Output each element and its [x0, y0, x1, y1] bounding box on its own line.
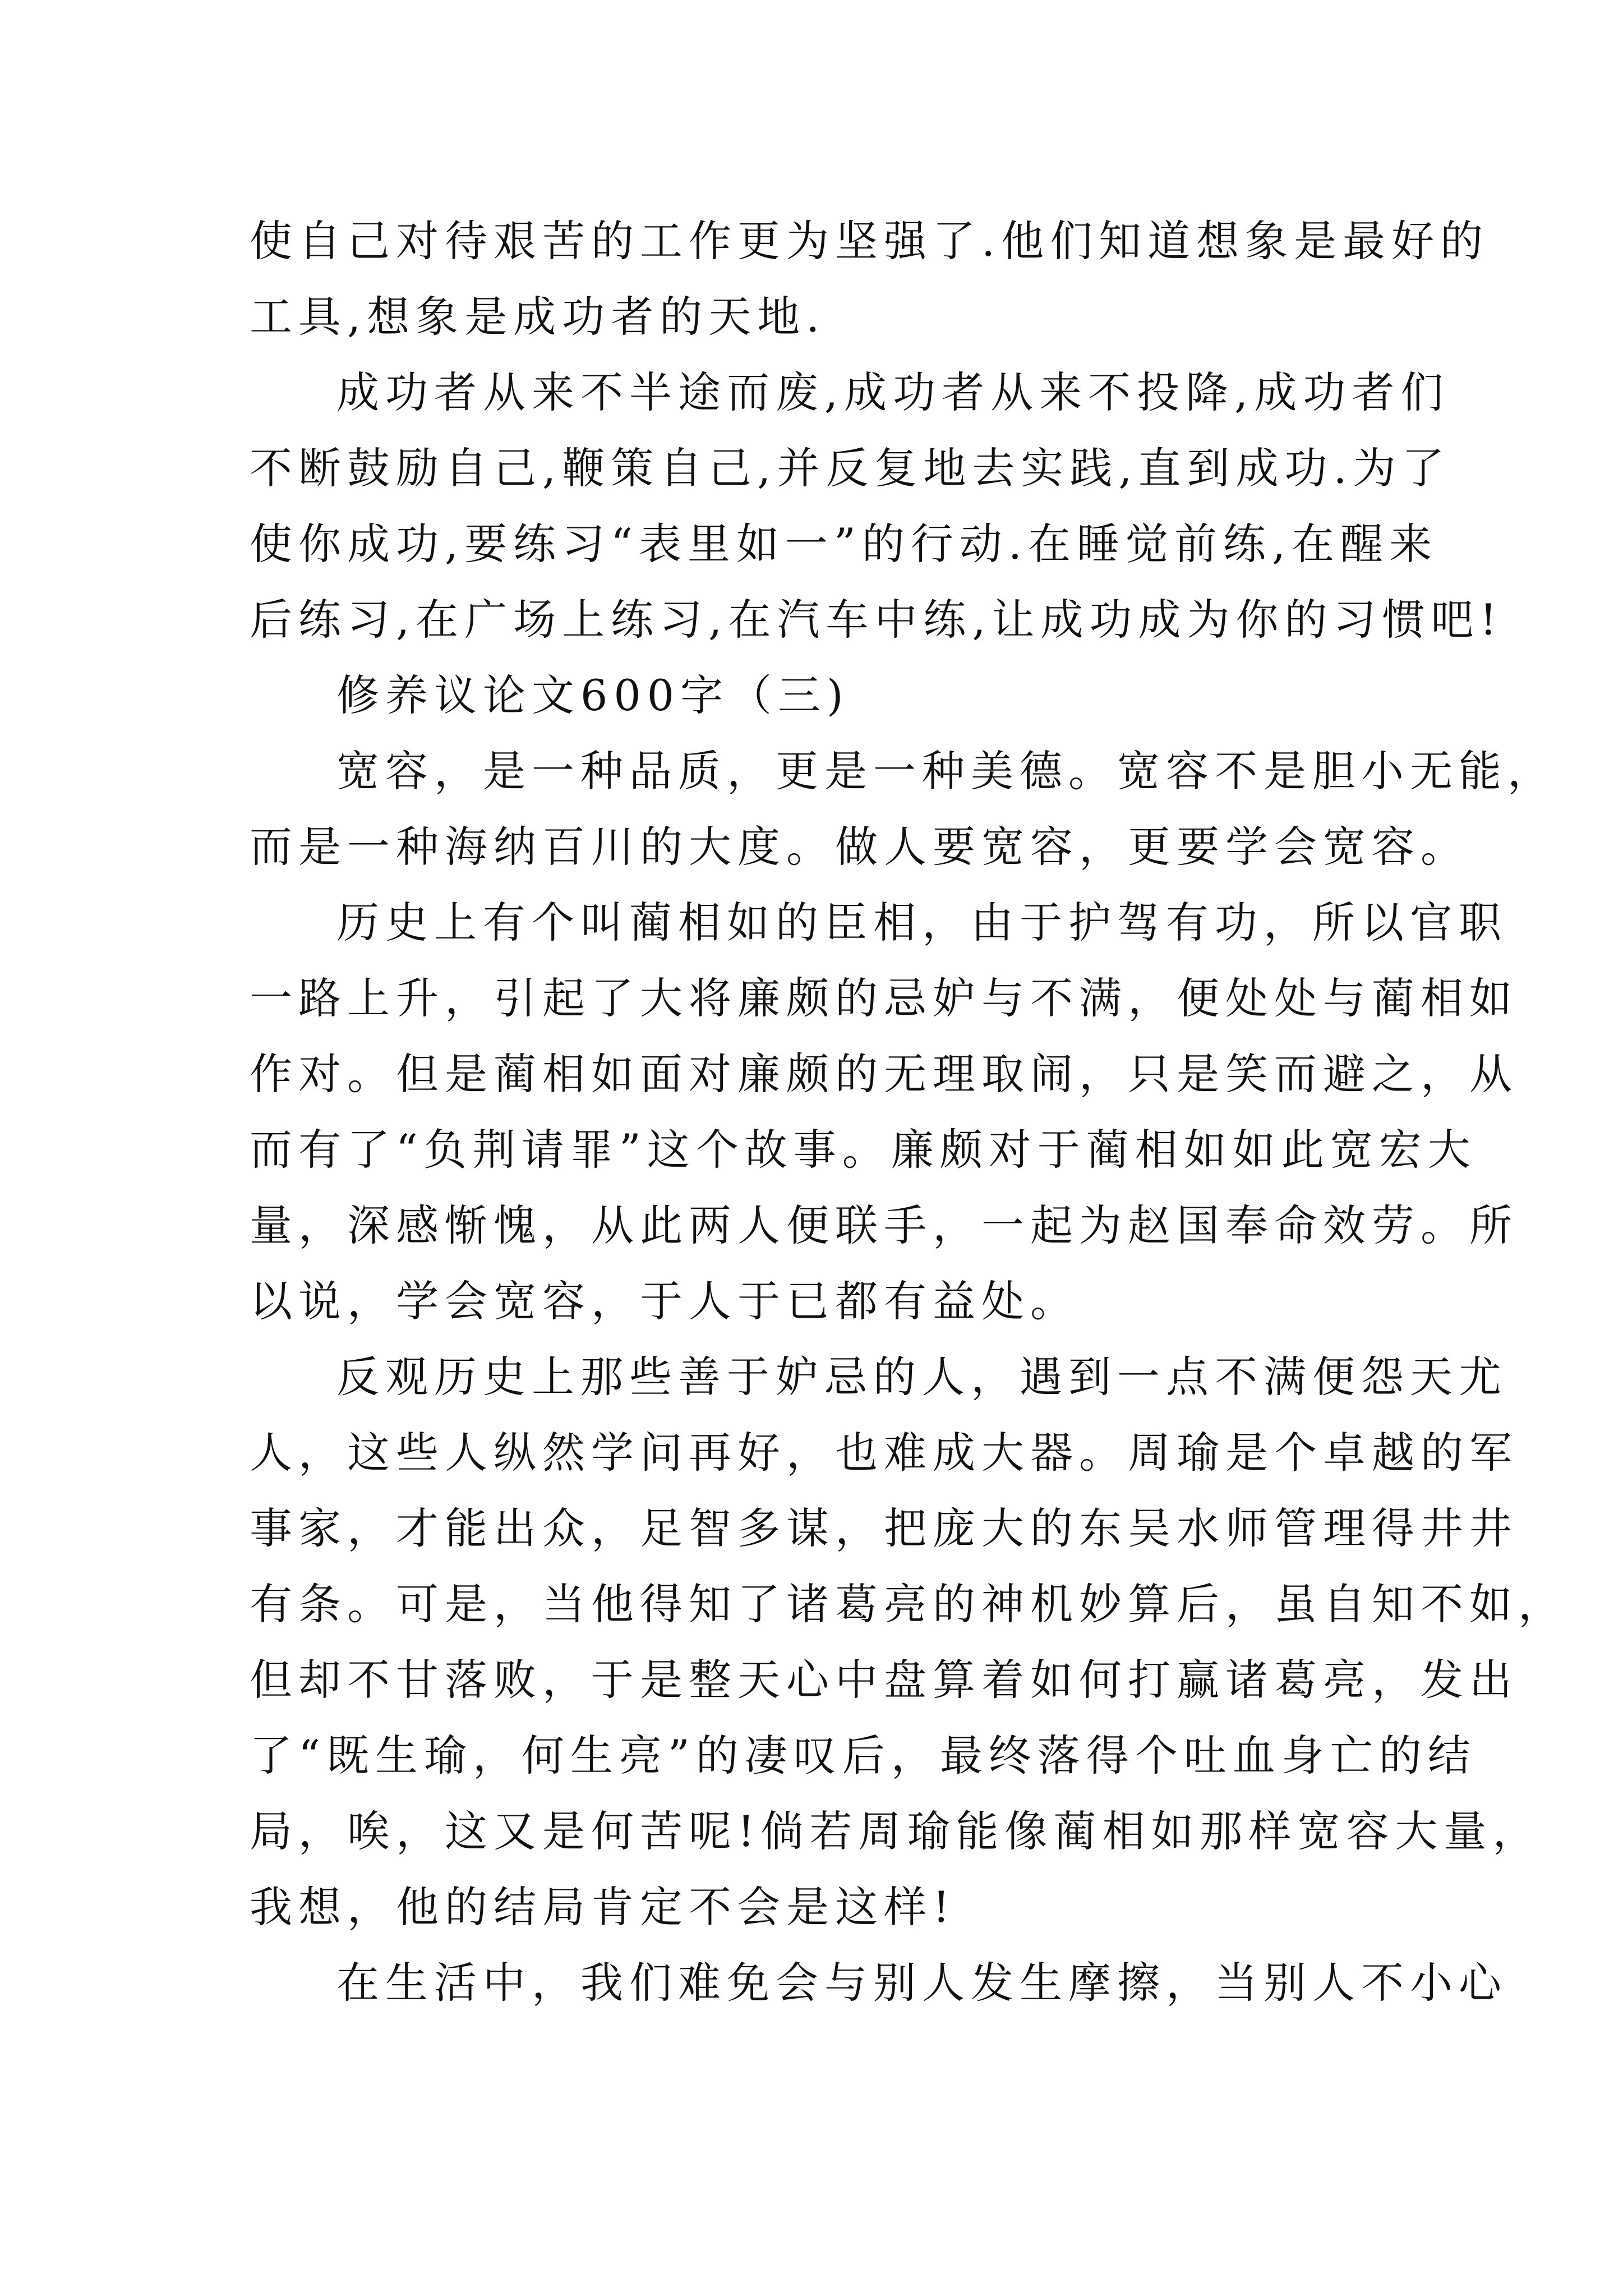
text-line: 而是一种海纳百川的大度。做人要宽容，更要学会宽容。: [250, 822, 1469, 872]
text-line: 而有了“负荆请罪”这个故事。廉颇对于蔺相如如此宽宏大: [250, 1125, 1477, 1175]
text-line: 工具,想象是成功者的天地.: [250, 292, 826, 342]
text-line: 不断鼓励自己,鞭策自己,并反复地去实践,直到成功.为了: [250, 443, 1451, 493]
text-line: 作对。但是蔺相如面对廉颇的无理取闹，只是笑而避之，从: [250, 1049, 1518, 1099]
text-line: 量，深感惭愧，从此两人便联手，一起为赵国奉命效劳。所: [250, 1200, 1518, 1250]
text-line: 一路上升，引起了大将廉颇的忌妒与不满，便处处与蔺相如: [250, 973, 1518, 1023]
section-heading: 修养议论文600字（三): [336, 670, 850, 720]
text-line: 宽容，是一种品质，更是一种美德。宽容不是胆小无能，: [336, 746, 1556, 796]
text-line: 在生活中，我们难免会与别人发生摩擦，当别人不小心: [336, 1958, 1507, 2008]
text-line: 有条。可是，当他得知了诸葛亮的神机妙算后，虽自知不如，: [250, 1579, 1567, 1629]
text-line: 事家，才能出众，足智多谋，把庞大的东吴水师管理得井井: [250, 1503, 1518, 1553]
text-line: 人，这些人纵然学问再好，也难成大器。周瑜是个卓越的军: [250, 1428, 1518, 1478]
text-line: 以说，学会宽容，于人于已都有益处。: [250, 1276, 1079, 1326]
text-line: 了“既生瑜，何生亮”的凄叹后，最终落得个吐血身亡的结: [250, 1731, 1477, 1780]
text-line: 反观历史上那些善于妒忌的人，遇到一点不满便怨天尤: [336, 1352, 1507, 1402]
text-line: 成功者从来不半途而废,成功者从来不投降,成功者们: [336, 367, 1450, 417]
text-line: 后练习,在广场上练习,在汽车中练,让成功成为你的习惯吧!: [250, 595, 1504, 645]
text-line: 历史上有个叫蔺相如的臣相，由于护驾有功，所以官职: [336, 898, 1507, 947]
text-line: 使你成功,要练习“表里如一”的行动.在睡觉前练,在醒来: [250, 519, 1438, 569]
text-line: 使自己对待艰苦的工作更为坚强了.他们知道想象是最好的: [250, 216, 1490, 266]
text-line: 但却不甘落败，于是整天心中盘算着如何打赢诸葛亮，发出: [250, 1655, 1518, 1705]
text-line: 局，唉，这又是何苦呢!倘若周瑜能像蔺相如那样宽容大量，: [250, 1806, 1542, 1856]
text-line: 我想，他的结局肯定不会是这样!: [250, 1882, 956, 1932]
